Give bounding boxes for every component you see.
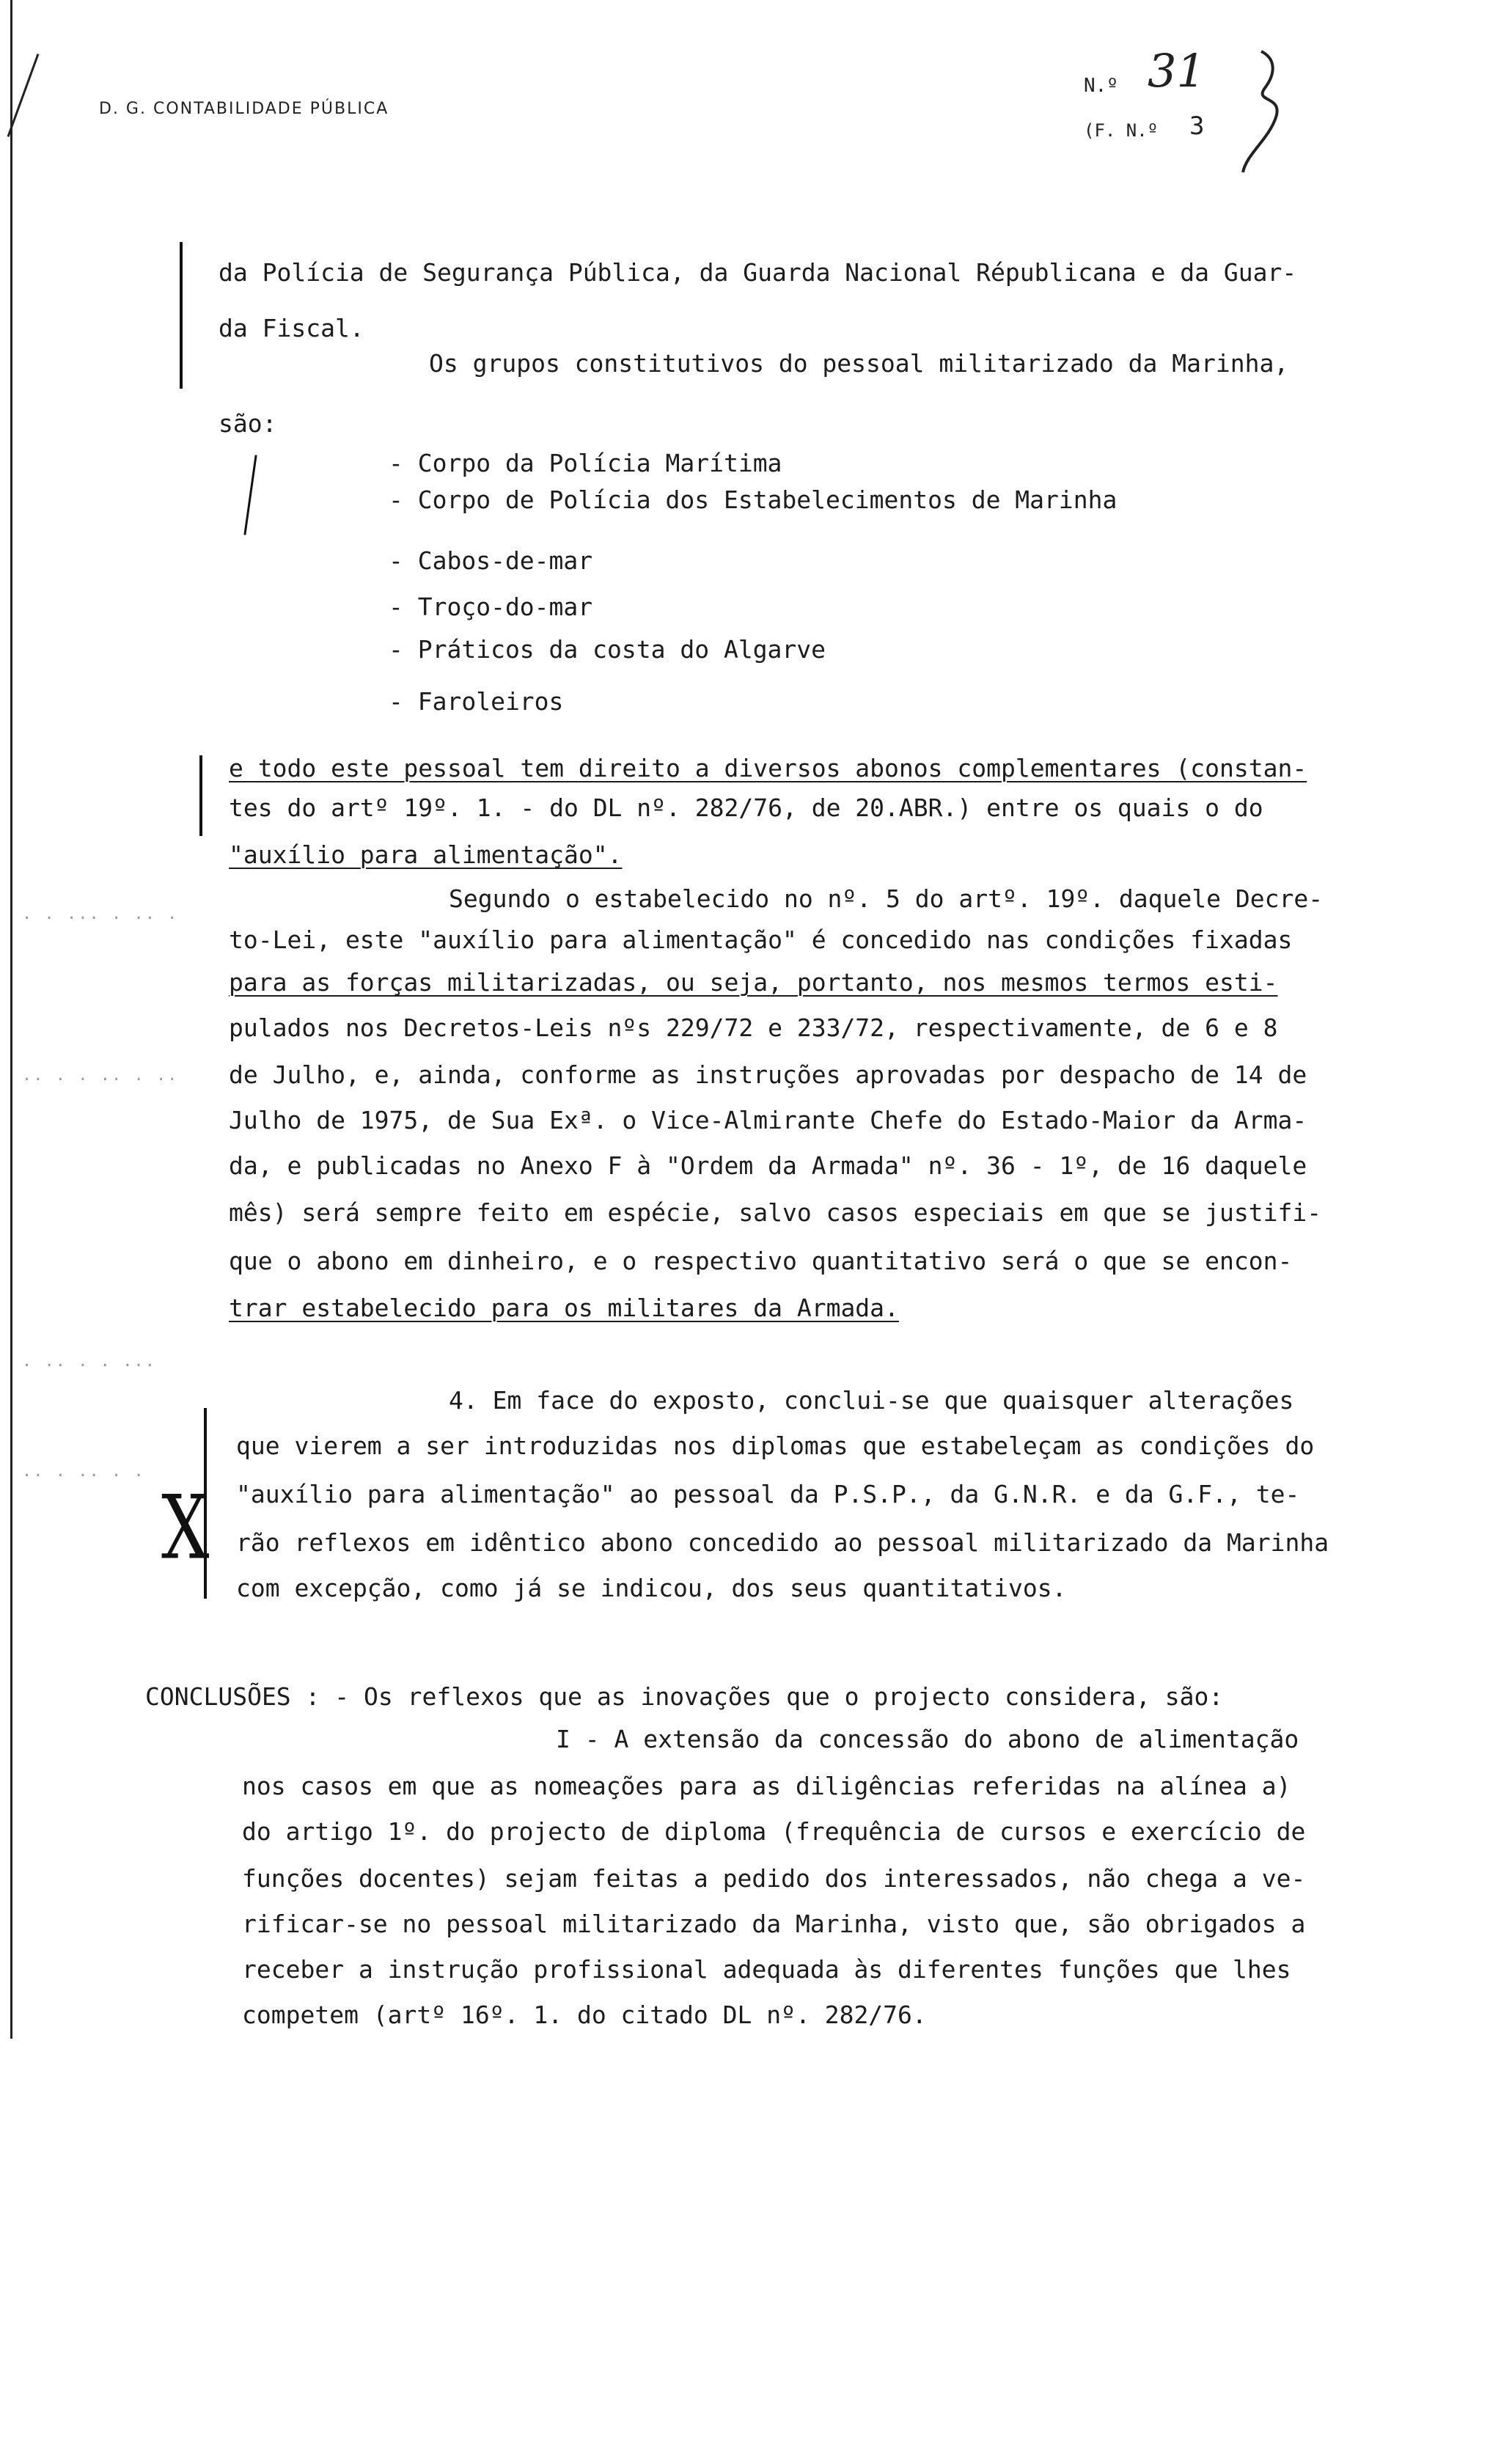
text-line: são: (219, 409, 277, 438)
margin-bracket (180, 242, 183, 389)
sheet-number: 3 (1189, 111, 1205, 141)
bleed-through-noise: · · ··· · ·· · (22, 909, 179, 928)
text-line: funções docentes) sejam feitas a pedido dos interessados, não chega a ve- (242, 1864, 1306, 1893)
text-line: Julho de 1975, de Sua Exª. o Vice-Almirante Chefe do Estado-Maior da Arma- (229, 1106, 1307, 1134)
list-item: - Cabos-de-mar (389, 546, 593, 575)
list-item: - Práticos da costa do Algarve (389, 635, 826, 664)
scan-left-edge (10, 0, 12, 2039)
text-line: da Polícia de Segurança Pública, da Guarda Nacional Républicana e da Guar- (219, 258, 1297, 287)
text-line: rão reflexos em idêntico abono concedido ao pessoal militarizado da Marinha (236, 1528, 1329, 1557)
list-item: - Corpo da Polícia Marítima (389, 449, 782, 477)
handwritten-x-mark: X (161, 1476, 210, 1580)
text-line: que o abono em dinheiro, e o respectivo quantitativo será o que se encon- (229, 1247, 1293, 1275)
text-line: rificar-se no pessoal militarizado da Marinha, visto que, são obrigados a (242, 1910, 1306, 1938)
text-line: "auxílio para alimentação" ao pessoal da P.S.P., da G.N.R. e da G.F., te- (236, 1480, 1300, 1508)
text-line: do artigo 1º. do projecto de diploma (frequência de cursos e exercício de (242, 1817, 1306, 1846)
text-line: pulados nos Decretos-Leis nºs 229/72 e 233/72, respectivamente, de 6 e 8 (229, 1013, 1278, 1042)
number-label: N.º (1084, 75, 1118, 97)
text-line: trar estabelecido para os militares da Armada. (229, 1294, 899, 1322)
office-heading: D. G. CONTABILIDADE PÚBLICA (99, 100, 389, 118)
text-line: I - A extensão da concessão do abono de alimentação (556, 1725, 1299, 1753)
list-item: - Corpo de Polícia dos Estabelecimentos de Marinha (389, 485, 1118, 514)
text-line: de Julho, e, ainda, conforme as instruções aprovadas por despacho de 14 de (229, 1060, 1307, 1089)
list-item: - Troço-do-mar (389, 593, 593, 621)
sheet-number-label: (F. N.º (1084, 120, 1159, 141)
handwritten-number: 31 (1148, 44, 1205, 98)
text-line: e todo este pessoal tem direito a diversos abonos complementares (constan- (229, 754, 1307, 782)
text-line: nos casos em que as nomeações para as diligências referidas na alínea a) (242, 1772, 1291, 1800)
text-line: 4. Em face do exposto, conclui-se que quaisquer alterações (449, 1386, 1294, 1415)
text-line: tes do artº 19º. 1. - do DL nº. 282/76, de 20.ABR.) entre os quais o do (229, 793, 1263, 822)
text-line: para as forças militarizadas, ou seja, portanto, nos mesmos termos esti- (229, 968, 1278, 997)
text-line: "auxílio para alimentação". (229, 840, 623, 869)
bleed-through-noise: ·· · ·· · · (22, 1467, 145, 1485)
text-line: competem (artº 16º. 1. do citado DL nº. 282/76. (242, 2001, 927, 2029)
text-line: mês) será sempre feito em espécie, salvo casos especiais em que se justifi- (229, 1198, 1322, 1227)
text-line: Os grupos constitutivos do pessoal militarizado da Marinha, (429, 349, 1289, 378)
conclusions-heading: CONCLUSÕES : - Os reflexos que as inovações que o projecto considera, são: (145, 1682, 1224, 1711)
margin-bracket (199, 755, 202, 836)
margin-bracket (243, 455, 257, 535)
text-line: Segundo o estabelecido no nº. 5 do artº. 19º. daquele Decre- (449, 884, 1324, 913)
text-line: to-Lei, este "auxílio para alimentação" é concedido nas condições fixadas (229, 925, 1293, 954)
handwritten-mark-icon (1232, 44, 1298, 176)
text-line: da, e publicadas no Anexo F à "Ordem da Armada" nº. 36 - 1º, de 16 daquele (229, 1151, 1307, 1180)
bleed-through-noise: ·· · · ·· · ·· (22, 1071, 179, 1089)
text-line: que vierem a ser introduzidas nos diplomas que estabeleçam as condições do (236, 1431, 1315, 1460)
bleed-through-noise: · ·· · · ··· (22, 1357, 156, 1375)
text-line: da Fiscal. (219, 314, 364, 342)
text-line: com excepção, como já se indicou, dos seus quantitativos. (236, 1574, 1067, 1602)
list-item: - Faroleiros (389, 687, 564, 716)
text-line: receber a instrução profissional adequada às diferentes funções que lhes (242, 1955, 1291, 1984)
